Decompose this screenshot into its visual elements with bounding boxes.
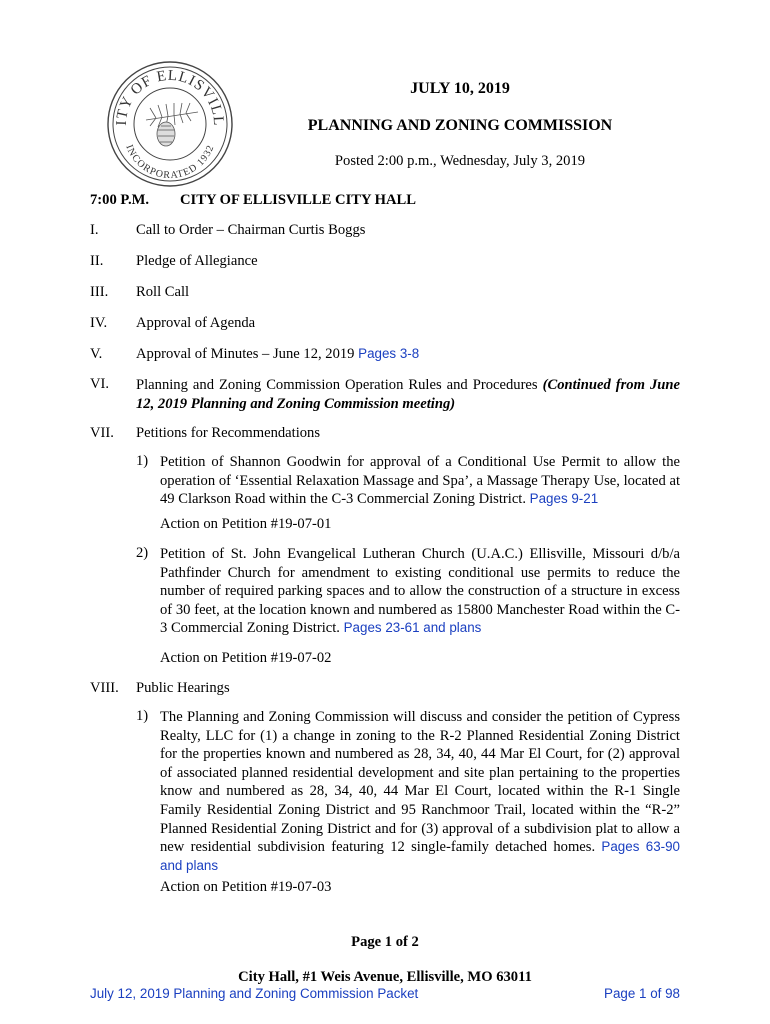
page-link[interactable]: Pages 63-90 and plans [160, 839, 680, 873]
meeting-time: 7:00 P.M. [90, 192, 150, 208]
agenda-item [136, 346, 419, 363]
item-number: V. [90, 346, 103, 362]
agenda-item: Approval of Agenda [136, 315, 256, 331]
petition-number: 2) [136, 545, 149, 561]
svg-text:INCORPORATED 1932 [123, 143, 216, 181]
petition-text [160, 453, 680, 509]
hearing-description: The Planning and Zoning Commission will discuss and consider the petition of Cypress Realty, LLC for (1) a change in zoning to the R-2 Planned Residential Zoning District for the properties known and numbered as 28, 34, 40, 44 Mar El Court, for (2) approval of associated planned residential development and site plan pertaining to the properties know and numbered as 28, 34, 40, 44 Mar El Court, located within the R-1 Single Family Residential Zoning District and 95 Ranchmoor Trail, located within the “R-2” Planned Residential Zoning District and for (3) approval of a subdivision plat to allow a new residential subdivision featuring 12 single-family detached homes. [160, 709, 680, 856]
agenda-item: Public Hearings [136, 680, 230, 696]
page-link[interactable]: Pages 9-21 [529, 491, 599, 507]
packet-page-number: Page 1 of 98 [604, 986, 680, 1001]
hearing-number: 1) [136, 708, 149, 724]
agenda-item: Pledge of Allegiance [136, 253, 258, 269]
city-seal [106, 60, 234, 188]
page-number: Page 1 of 2 [351, 934, 419, 950]
agenda-item: Call to Order – Chairman Curtis Boggs [136, 222, 366, 238]
petition-description: Petition of St. John Evangelical Lutheran Church (U.A.C.) Ellisville, Missouri d/b/a Pathfinder Church for amendment to existing conditional use permits to reduce the number of required parking spaces and to allow the construction of a structure in excess of 30 feet, at the location known and numbered as 15800 Manchester Road within the C-3 Commercial Zoning District. [160, 546, 680, 637]
page-title: PLANNING AND ZONING COMMISSION [307, 117, 613, 134]
petition-action: Action on Petition #19-07-01 [160, 516, 332, 532]
agenda-item: Petitions for Recommendations [136, 425, 321, 441]
page-link[interactable]: Pages 23-61 and plans [343, 620, 482, 636]
agenda-item-note: (Continued from June 12, 2019 Planning and Zoning Commission meeting) [136, 377, 680, 412]
item-number: VII. [90, 425, 114, 441]
agenda-item: Roll Call [136, 284, 190, 300]
petition-action: Action on Petition #19-07-02 [160, 650, 332, 666]
posted-notice: Posted 2:00 p.m., Wednesday, July 3, 2019 [334, 153, 586, 169]
item-number: VI. [90, 376, 110, 392]
city-hall-address: City Hall, #1 Weis Avenue, Ellisville, MO 63011 [238, 969, 532, 985]
meeting-date: JULY 10, 2019 [410, 80, 510, 97]
agenda-item-label: Approval of Minutes – June 12, 2019 [136, 346, 355, 362]
item-number: II. [90, 253, 104, 269]
petition-description: Petition of Shannon Goodwin for approval of a Conditional Use Permit to allow the operation of ‘Essential Relaxation Massage and Spa’, a Massage Therapy Use, located at 49 Clarkson Road within the C-3 Commercial Zoning District. [160, 454, 680, 508]
hearing-action: Action on Petition #19-07-03 [160, 879, 332, 895]
petition-number: 1) [136, 453, 149, 469]
hearing-text [160, 708, 680, 875]
agenda-item-label: Planning and Zoning Commission Operation Rules and Procedures [136, 377, 543, 393]
item-number: VIII. [90, 680, 119, 696]
packet-title: July 12, 2019 Planning and Zoning Commission Packet [90, 986, 419, 1001]
page-link[interactable]: Pages 3-8 [358, 346, 420, 361]
item-number: I. [90, 222, 99, 238]
item-number: III. [90, 284, 109, 300]
seal-bottom-text: INCORPORATED 1932 [123, 143, 217, 182]
pine-cone-icon [146, 103, 198, 146]
petition-text [160, 545, 680, 638]
meeting-location: CITY OF ELLISVILLE CITY HALL [180, 192, 416, 208]
agenda-item [136, 376, 680, 414]
seal-top-text: ITY OF ELLISVILL [113, 67, 227, 127]
item-number: IV. [90, 315, 108, 331]
